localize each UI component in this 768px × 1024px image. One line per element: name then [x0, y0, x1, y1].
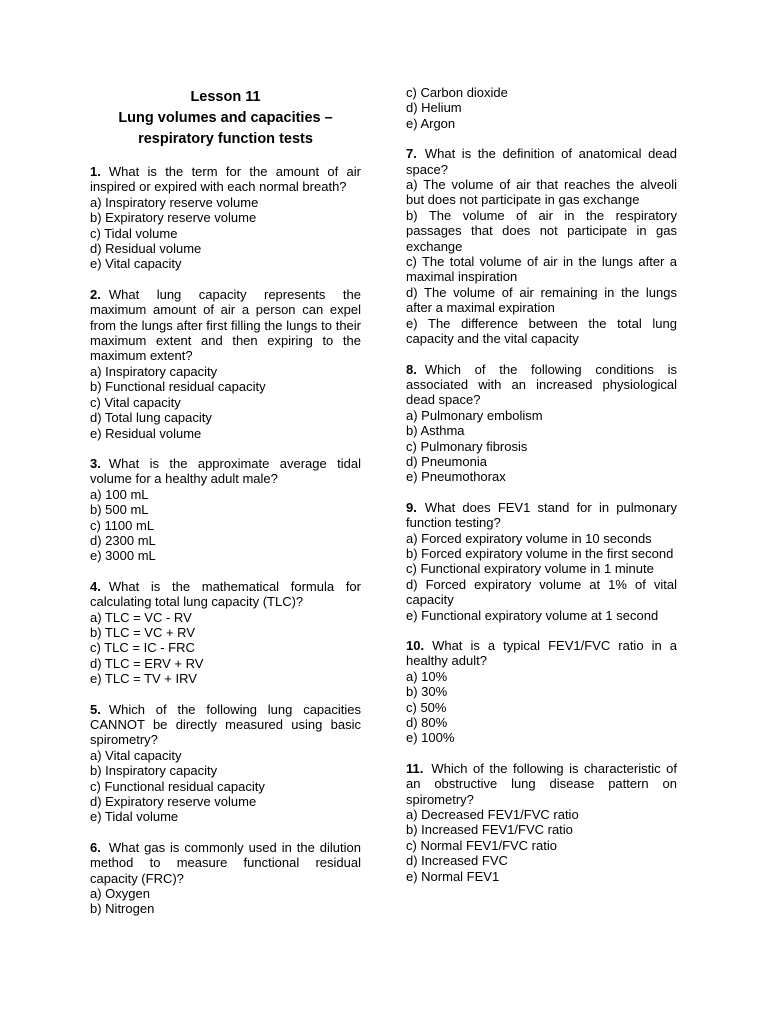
answer-option: d) Expiratory reserve volume [90, 794, 257, 810]
question-stem [90, 456, 361, 487]
question-stem [406, 638, 677, 669]
answer-option: e) Functional expiratory volume at 1 second [406, 607, 659, 623]
question-stem [406, 761, 677, 807]
answer-option: e) 100% [406, 730, 455, 746]
answer-option: c) Carbon dioxide [406, 85, 508, 100]
answer-option: a) Vital capacity [90, 747, 182, 763]
question-number: 10. [406, 638, 425, 653]
answer-option: c) 1100 mL [90, 517, 155, 533]
question-6-continued [406, 85, 677, 131]
question-number: 3. [90, 455, 101, 471]
answer-option: a) TLC = VC - RV [90, 609, 192, 625]
answer-option: b) Asthma [406, 423, 465, 439]
answer-option: a) Pulmonary embolism [406, 407, 543, 423]
answer-option: b) The volume of air in the respiratory passages that does not participate in gas exchange [406, 207, 677, 254]
answer-option: a) 10% [406, 668, 448, 684]
answer-option: c) Tidal volume [90, 225, 178, 241]
answer-option: a) Forced expiratory volume in 10 seconds [406, 530, 652, 546]
answer-option: d) Helium [406, 100, 462, 116]
question-6 [90, 840, 361, 917]
question-stem [90, 702, 361, 748]
answer-option: b) 500 mL [90, 502, 149, 518]
answer-option: e) Argon [406, 115, 456, 131]
answer-option: e) Tidal volume [90, 809, 179, 825]
answer-option: e) Vital capacity [90, 256, 182, 272]
question-text: What does FEV1 stand for in pulmonary function testing? [406, 499, 677, 531]
answer-option: c) 50% [406, 699, 447, 715]
answer-option: a) The volume of air that reaches the alveoli but does not participate in gas exchange [406, 177, 677, 208]
answer-option: e) The difference between the total lung capacity and the vital capacity [406, 315, 677, 347]
question-number: 2. [90, 286, 101, 302]
question-stem [90, 579, 361, 610]
question-4 [90, 579, 361, 687]
question-stem [406, 146, 677, 177]
answer-option: e) 3000 mL [90, 548, 156, 564]
question-stem [90, 287, 361, 364]
question-text: What is a typical FEV1/FVC ratio in a healthy adult? [406, 638, 677, 669]
answer-option: d) Forced expiratory volume at 1% of vital capacity [406, 576, 677, 608]
answer-option: b) Nitrogen [90, 901, 155, 917]
question-stem [406, 362, 677, 408]
answer-option: c) TLC = IC - FRC [90, 640, 195, 656]
question-text: Which of the following lung capacities CANNOT be directly measured using basic spirometry? [90, 701, 361, 748]
question-7 [406, 146, 677, 346]
answer-option: a) Decreased FEV1/FVC ratio [406, 807, 579, 823]
answer-option: d) 80% [406, 715, 448, 731]
question-stem [90, 164, 361, 195]
answer-option: b) Inspiratory capacity [90, 763, 218, 779]
answer-option: b) Expiratory reserve volume [90, 210, 257, 226]
answer-option: d) 2300 mL [90, 532, 156, 548]
lesson-number: Lesson 11 [190, 89, 261, 105]
question-number: 11. [406, 760, 424, 776]
answer-option: b) Increased FEV1/FVC ratio [406, 822, 573, 838]
question-number: 5. [90, 701, 101, 717]
answer-option: d) TLC = ERV + RV [90, 655, 204, 671]
answer-option: b) Functional residual capacity [90, 379, 266, 395]
question-10 [406, 638, 677, 746]
question-number: 6. [90, 839, 101, 855]
answer-option: a) Oxygen [90, 886, 150, 902]
answer-option: d) The volume of air remaining in the lungs after a maximal expiration [406, 284, 677, 316]
question-9 [406, 500, 677, 623]
answer-option: e) Residual volume [90, 425, 202, 441]
answer-option: b) TLC = VC + RV [90, 624, 196, 640]
answer-option: c) Pulmonary fibrosis [406, 438, 528, 454]
question-number: 1. [90, 164, 101, 179]
question-text: What is the approximate average tidal volume for a healthy adult male? [90, 455, 361, 487]
question-text: Which of the following conditions is associated with an increased physiological dead space? [406, 361, 677, 408]
answer-option: c) Vital capacity [90, 394, 181, 410]
question-8 [406, 362, 677, 485]
answer-option: d) Pneumonia [406, 453, 487, 469]
question-stem [90, 840, 361, 886]
question-3 [90, 456, 361, 564]
answer-option: b) Forced expiratory volume in the first second [406, 545, 674, 561]
question-number: 4. [90, 578, 101, 594]
answer-option: c) Functional expiratory volume in 1 minute [406, 561, 654, 577]
answer-option: d) Residual volume [90, 241, 202, 257]
answer-option: c) Normal FEV1/FVC ratio [406, 837, 557, 853]
question-stem [406, 500, 677, 531]
lesson-topic-line-1: Lung volumes and capacities – [118, 110, 333, 126]
question-number: 9. [406, 499, 417, 515]
question-text: What gas is commonly used in the dilution method to measure functional residual capacity (FRC)? [90, 839, 361, 886]
answer-option: e) Pneumothorax [406, 469, 506, 485]
question-2 [90, 287, 361, 441]
question-11 [406, 761, 677, 884]
question-text: What is the term for the amount of air inspired or expired with each normal breath? [90, 164, 361, 195]
question-number: 7. [406, 146, 417, 162]
question-1 [90, 164, 361, 272]
question-text: What is the definition of anatomical dead space? [406, 146, 677, 177]
question-5 [90, 702, 361, 825]
answer-option: e) Normal FEV1 [406, 868, 500, 884]
lesson-topic-line-2: respiratory function tests [138, 131, 313, 147]
answer-option: d) Increased FVC [406, 853, 508, 869]
answer-option: a) Inspiratory reserve volume [90, 194, 259, 210]
lesson-title [90, 87, 361, 150]
answer-option: d) Total lung capacity [90, 410, 212, 426]
question-text: What is the mathematical formula for calculating total lung capacity (TLC)? [90, 578, 361, 610]
answer-option: c) The total volume of air in the lungs after a maximal inspiration [406, 254, 677, 285]
question-number: 8. [406, 361, 417, 377]
question-text: What lung capacity represents the maximum amount of air a person can expel from the lungs after first filling the lungs to their maximum extent and then expiring to the maximum extent? [90, 286, 361, 364]
answer-option: a) 100 mL [90, 486, 149, 502]
answer-option: b) 30% [406, 684, 448, 700]
answer-option: e) TLC = TV + IRV [90, 671, 197, 687]
answer-option: c) Functional residual capacity [90, 778, 265, 794]
question-text: Which of the following is characteristic of an obstructive lung disease pattern on spirometry? [406, 760, 677, 807]
answer-option: a) Inspiratory capacity [90, 363, 218, 379]
